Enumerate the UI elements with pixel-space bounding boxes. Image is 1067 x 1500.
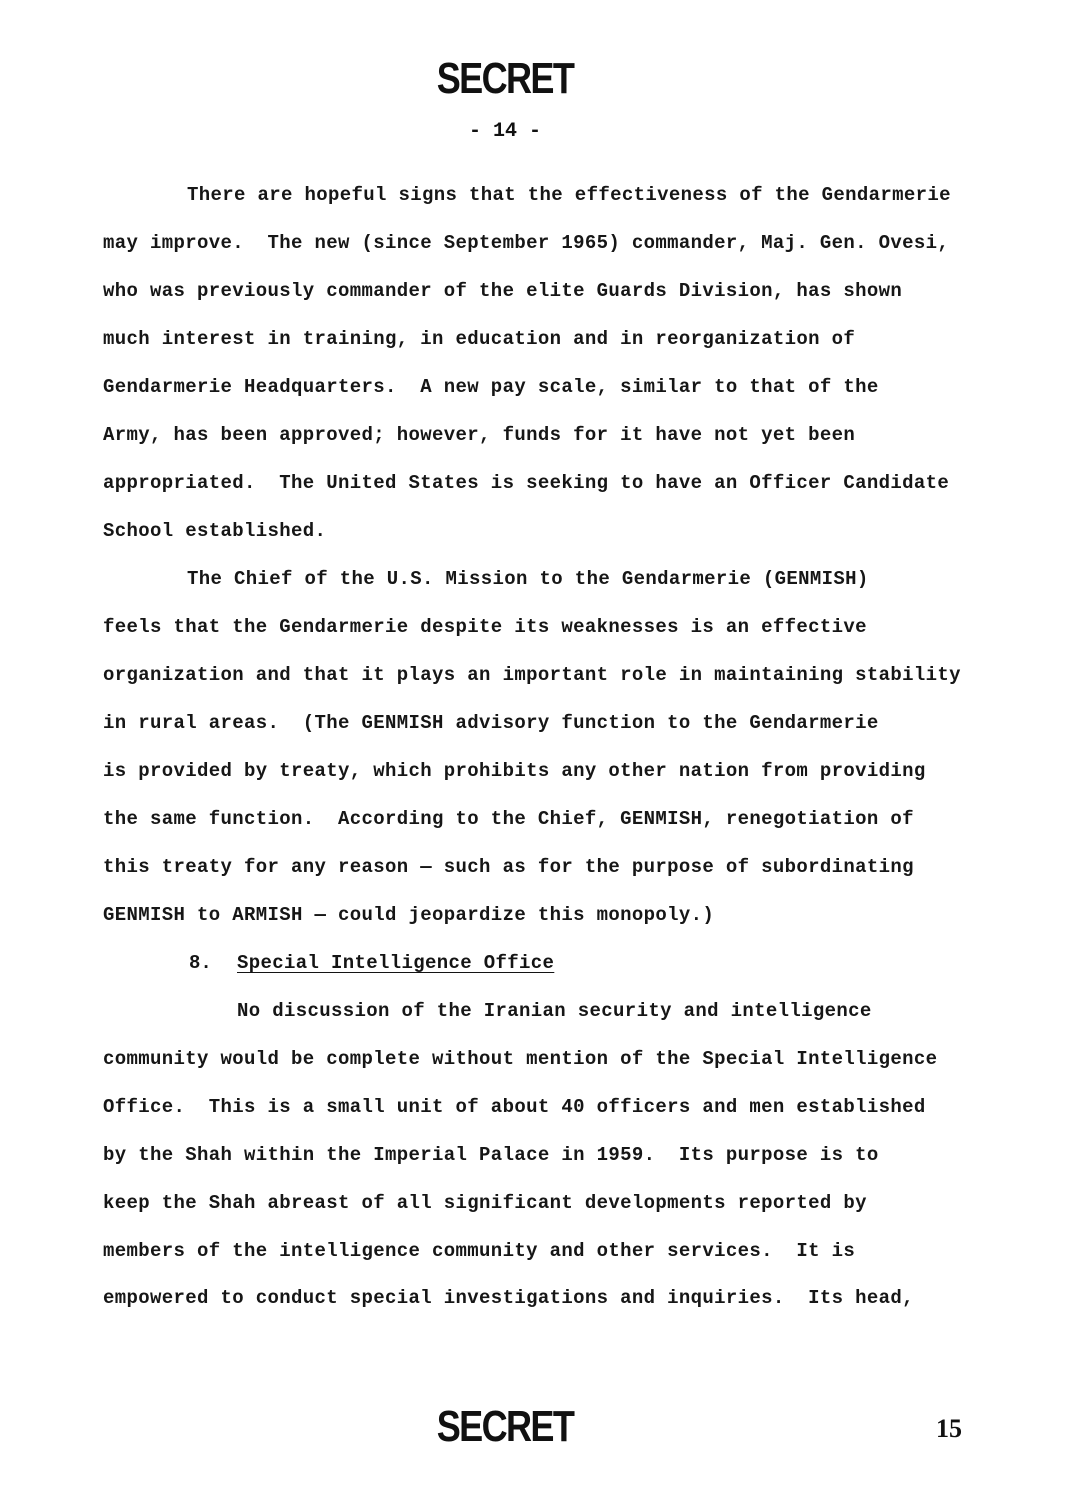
paragraph-1-line: School established. xyxy=(103,520,327,542)
paragraph-1-line: much interest in training, in education and in reorganization of xyxy=(103,328,856,350)
paragraph-2-line: in rural areas. (The GENMISH advisory function to the Gendarmerie xyxy=(103,712,879,734)
paragraph-2-line: is provided by treaty, which prohibits any other nation from providing xyxy=(103,760,926,782)
classification-header: SECRET xyxy=(436,54,574,103)
paragraph-1-line: There are hopeful signs that the effectiveness of the Gendarmerie xyxy=(187,184,951,206)
paragraph-3-line: empowered to conduct special investigations and inquiries. Its head, xyxy=(103,1287,914,1309)
paragraph-3-line: by the Shah within the Imperial Palace in 1959. Its purpose is to xyxy=(103,1144,879,1166)
paragraph-1-line: Army, has been approved; however, funds for it have not yet been xyxy=(103,424,856,446)
paragraph-1-line: who was previously commander of the elite Guards Division, has shown xyxy=(103,280,903,302)
paragraph-3-line: members of the intelligence community and other services. It is xyxy=(103,1240,856,1262)
page-number-header: - 14 - xyxy=(468,120,541,143)
paragraph-1-line: may improve. The new (since September 1965) commander, Maj. Gen. Ovesi, xyxy=(103,232,950,254)
classification-footer: SECRET xyxy=(436,1402,574,1451)
paragraph-2-line: this treaty for any reason — such as for the purpose of subordinating xyxy=(103,856,914,878)
paragraph-2-line: GENMISH to ARMISH — could jeopardize this monopoly.) xyxy=(103,904,715,926)
section-heading-number: 8. xyxy=(189,952,212,974)
page-number-footer: 15 xyxy=(936,1414,962,1443)
paragraph-3-line: community would be complete without mention of the Special Intelligence xyxy=(103,1048,938,1070)
paragraph-3-line: Office. This is a small unit of about 40 officers and men established xyxy=(103,1096,926,1118)
paragraph-1-line: appropriated. The United States is seeking to have an Officer Candidate xyxy=(103,472,950,494)
paragraph-3-line: No discussion of the Iranian security and intelligence xyxy=(237,1000,872,1022)
paragraph-2-line: the same function. According to the Chief, GENMISH, renegotiation of xyxy=(103,808,914,830)
paragraph-2-line: organization and that it plays an important role in maintaining stability xyxy=(103,664,961,686)
paragraph-3-line: keep the Shah abreast of all significant developments reported by xyxy=(103,1192,867,1214)
paragraph-1-line: Gendarmerie Headquarters. A new pay scale, similar to that of the xyxy=(103,376,879,398)
section-heading-title: Special Intelligence Office xyxy=(237,952,555,974)
paragraph-2-line: feels that the Gendarmerie despite its weaknesses is an effective xyxy=(103,616,867,638)
paragraph-2-line: The Chief of the U.S. Mission to the Gendarmerie (GENMISH) xyxy=(187,568,869,590)
